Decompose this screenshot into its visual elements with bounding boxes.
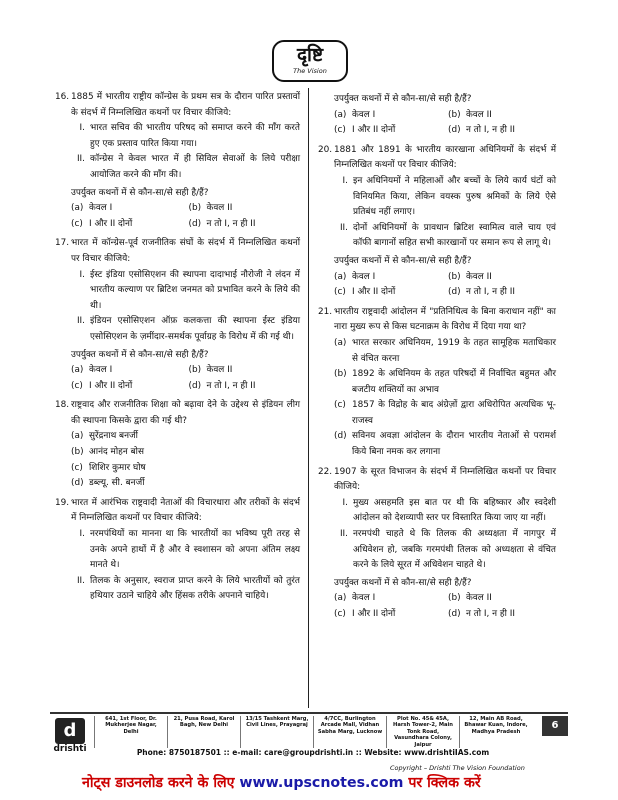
option-label: (d) (448, 287, 461, 298)
question-block (318, 465, 556, 623)
option-label: (d) (188, 380, 202, 391)
question-number: 16. (55, 92, 70, 102)
option-label: (b) (188, 203, 202, 214)
statement-number: II. (76, 154, 85, 165)
address-row (94, 716, 532, 748)
statement-text: इंडियन एसोसिएशन ऑफ़ कलकत्ता की स्थापना ईस्ट इंडिया एसोसिएशन के ज़मींदार-समर्थक पूर्वाग्रह के विरोध में की गई थी। (90, 316, 300, 342)
statement-text: कॉन्ग्रेस ने केवल भारत में ही सिविल सेवाओं के लिये परीक्षा आयोजित करने की माँग की। (90, 154, 300, 180)
question-prompt: उपर्युक्त कथनों में से कौन-सा/से सही है/हैं? (71, 349, 209, 360)
option-label: (b) (448, 593, 461, 604)
option-label: (d) (448, 609, 461, 619)
statement-number: II. (339, 529, 348, 540)
page-number: 6 (542, 716, 568, 736)
answer-option (448, 108, 556, 124)
question-text: 1907 के सूरत विभाजन के संदर्भ में निम्नलिखित कथनों पर विचार कीजिये: (334, 466, 556, 493)
option-text: 1892 के अधिनियम के तहत परिषदों में निर्वाचित बहुमत और बजटीय शक्तियों का अभाव (352, 369, 556, 395)
promo-text: नोट्स डाउनलोड करने के लिए (82, 775, 235, 791)
answer-option (189, 363, 301, 379)
statement-text: भारत सचिव की भारतीय परिषद को समाप्त करने की माँग करते हुए एक प्रस्ताव पारित किया गया। (90, 123, 300, 149)
statement (334, 174, 556, 221)
option-text: I और II दोनों (352, 125, 396, 136)
question-number: 20. (318, 144, 333, 155)
answer-option (334, 336, 556, 367)
address-jaipur: Plot No. 45& 45A, Harsh Tower-2, Main Tonk Road, Vasundhara Colony, Jaipur (386, 716, 459, 748)
option-text: केवल II (466, 593, 492, 604)
question-number: 19. (55, 497, 70, 508)
question-prompt: उपर्युक्त कथनों में से कौन-सा/से सही है/हैं? (71, 187, 209, 198)
answer-option (71, 217, 183, 233)
statement (71, 268, 300, 315)
answer-option (334, 285, 442, 301)
question-header (55, 398, 300, 429)
option-label: (c) (71, 380, 83, 391)
option-label: (b) (188, 365, 202, 376)
promo-link[interactable]: www.upscnotes.com (239, 775, 404, 791)
statement-number: I. (342, 497, 348, 508)
answer-option (334, 123, 442, 139)
question-number: 22. (318, 466, 333, 477)
question-number: 17. (55, 238, 70, 249)
option-text: I और II दोनों (352, 287, 396, 298)
address-indore: 12, Main AB Road, Bhawar Kuan, Indore, Madhya Pradesh (459, 716, 532, 748)
option-label: (b) (448, 109, 461, 120)
question-prompt: उपर्युक्त कथनों में से कौन-सा/से सही है/हैं? (334, 94, 472, 104)
option-label: (b) (448, 271, 461, 282)
question-prompt: उपर्युक्त कथनों में से कौन-सा/से सही है/हैं? (334, 255, 472, 266)
option-label: (a) (334, 271, 347, 282)
answer-options (71, 363, 300, 394)
statement (334, 221, 556, 252)
answer-option (448, 123, 556, 139)
statement (334, 527, 556, 574)
contact-line: Phone: 8750187501 :: e-mail: care@groupdrishti.in :: Website: www.drishtiIAS.com (136, 748, 490, 757)
answer-options (334, 591, 556, 622)
option-text: केवल II (206, 203, 233, 214)
question-text: भारत में कॉन्ग्रेस-पूर्व राजनीतिक संघों के संदर्भ में निम्नलिखित कथनों पर विचार कीजिये: (71, 238, 300, 264)
option-label: (c) (334, 125, 346, 136)
option-text: आनंद मोहन बोस (89, 447, 144, 458)
answer-option (71, 476, 300, 492)
statement-number: I. (79, 123, 85, 134)
option-label: (c) (334, 400, 346, 411)
option-text: केवल I (89, 203, 113, 214)
question-block (55, 496, 300, 605)
option-text: न तो I, न ही II (466, 125, 515, 136)
option-label: (c) (334, 287, 346, 298)
option-label: (a) (71, 431, 84, 442)
statement-number: I. (342, 175, 348, 186)
option-text: न तो I, न ही II (206, 380, 256, 391)
question-block (318, 143, 556, 301)
promo-suffix: पर क्लिक करें (408, 775, 481, 791)
question-header (318, 305, 556, 336)
answer-option (334, 591, 442, 607)
option-text: केवल II (466, 109, 492, 120)
statement (334, 496, 556, 527)
question-header (55, 236, 300, 267)
statement-text: ईस्ट इंडिया एसोसिएशन की स्थापना दादाभाई नौरोजी ने लंदन में भारतीय कल्याण पर ब्रिटिश जनमत को प्रभावित करने के लिये की थी। (90, 269, 300, 311)
option-text: केवल II (206, 365, 233, 376)
option-label: (b) (334, 369, 347, 380)
answer-option (71, 461, 300, 477)
option-text: I और II दोनों (89, 380, 133, 391)
page-footer (50, 712, 568, 766)
question-number: 21. (318, 306, 333, 317)
answer-option (334, 398, 556, 429)
answer-option (189, 379, 301, 395)
answer-options (334, 270, 556, 301)
address-prayagraj: 13/15 Tashkent Marg, Civil Lines, Prayagraj (240, 716, 313, 748)
answer-option (334, 429, 556, 460)
address-lucknow: 4/7CC, Burlington Arcade Mall, Vidhan Sabha Marg, Lucknow (313, 716, 386, 748)
option-label: (a) (334, 337, 347, 348)
question-block (55, 236, 300, 394)
answer-option (71, 445, 300, 461)
statement (71, 152, 300, 183)
option-text: केवल I (352, 271, 376, 282)
answer-option (334, 607, 442, 623)
column-divider (308, 88, 309, 708)
statement (71, 527, 300, 574)
question-block (55, 398, 300, 492)
right-column (318, 90, 556, 627)
question-header (55, 90, 300, 121)
option-label: (a) (71, 203, 84, 214)
answer-option (448, 285, 556, 301)
answer-option (71, 429, 300, 445)
answer-option (448, 607, 556, 623)
answer-options (334, 108, 556, 139)
statement (71, 574, 300, 605)
option-text: केवल I (352, 109, 376, 120)
answer-option (189, 201, 301, 217)
answer-option (71, 379, 183, 395)
answer-option (71, 201, 183, 217)
drishti-logo (272, 40, 348, 82)
statement-text: इन अधिनियमों ने महिलाओं और बच्चों के लिये कार्य घंटों को विनियमित किया, लेकिन वयस्क पुरुष श्रमिकों के लिये ऐसे प्रतिबंध नहीं लगाए। (353, 175, 556, 218)
option-label: (c) (71, 462, 83, 473)
question-text: 1881 और 1891 के भारतीय कारखाना अधिनियमों के संदर्भ में निम्नलिखित कथनों पर विचार कीजिये: (334, 144, 556, 171)
answer-option (448, 270, 556, 286)
address-delhi: 641, 1st Floor, Dr. Mukherjee Nagar, Delhi (94, 716, 167, 748)
option-text: न तो I, न ही II (206, 218, 256, 229)
question-number: 18. (55, 400, 70, 411)
answer-option (334, 270, 442, 286)
option-label: (d) (334, 431, 347, 442)
statement-text: नरमपंथी चाहते थे कि तिलक की अध्यक्षता में नागपुर में अधिवेशन हो, जबकि गरमपंथी तिलक को अध्यक्षता से वंचित करने के लिये सूरत में अधिवेशन चाहते थे। (353, 529, 556, 571)
footer-logo-mark: d (55, 718, 85, 744)
option-text: डब्ल्यू. सी. बनर्जी (89, 478, 145, 489)
option-text: केवल I (89, 365, 113, 376)
copyright-text: Copyright – Drishti The Vision Foundation (390, 764, 525, 772)
question-text: राष्ट्रवाद और राजनीतिक शिक्षा को बढ़ावा देने के उद्देश्य से इंडियन लीग की स्थापना किसके द्वारा की गई थी? (71, 400, 300, 426)
option-label: (d) (71, 478, 84, 489)
option-label: (a) (334, 593, 347, 604)
answer-option (448, 591, 556, 607)
option-label: (b) (71, 447, 84, 458)
option-text: सुरेंद्रनाथ बनर्जी (89, 431, 138, 442)
question-text: भारतीय राष्ट्रवादी आंदोलन में "प्रतिनिधित्व के बिना कराधान नहीं" का नारा मुख्य रूप से किस घटनाक्रम के विरोध में दिया गया था? (334, 306, 556, 333)
logo-tagline: The Vision (293, 67, 327, 75)
statement-number: II. (76, 316, 85, 327)
statement-number: II. (339, 222, 348, 233)
option-text: भारत सरकार अधिनियम, 1919 के तहत सामूहिक मताधिकार से वंचित करना (352, 337, 556, 364)
footer-logo (50, 718, 90, 755)
answer-option (334, 367, 556, 398)
answer-option (334, 108, 442, 124)
answer-options-list (334, 336, 556, 461)
question-text: भारत में आरंभिक राष्ट्रवादी नेताओं की विचारधारा और तरीकों के संदर्भ में निम्नलिखित कथनों पर विचार कीजिये: (71, 497, 300, 524)
left-column (55, 90, 300, 609)
question-header (318, 143, 556, 174)
question-text: 1885 में भारतीय राष्ट्रीय कॉन्ग्रेस के प्रथम सत्र के दौरान पारित प्रस्तावों के संदर्भ में निम्नलिखित कथनों पर विचार कीजिये: (71, 92, 300, 118)
statement-number: II. (76, 575, 85, 586)
logo-text: दृष्टि (296, 44, 324, 66)
answer-options-list (71, 429, 300, 491)
statement (71, 314, 300, 345)
answer-option (189, 217, 301, 233)
statement-text: दोनों अधिनियमों के प्रावधान ब्रिटिश स्वामित्व वाले चाय एवं कॉफी बागानों सहित सभी कारखानों पर समान रूप से लागू थे। (353, 222, 556, 249)
answer-options (71, 201, 300, 232)
question-header (55, 496, 300, 527)
answer-option (71, 363, 183, 379)
promo-banner[interactable] (82, 773, 481, 792)
option-label: (c) (334, 609, 346, 619)
option-text: न तो I, न ही II (466, 609, 515, 619)
question-block (55, 90, 300, 232)
statement-text: मुख्य असहमति इस बात पर थी कि बहिष्कार और स्वदेशी आंदोलन को देशव्यापी स्तर पर विस्तारित किया जाए या नहीं। (353, 497, 556, 524)
option-text: 1857 के विद्रोह के बाद अंग्रेज़ों द्वारा अधिरोपित अत्यधिक भू-राजस्व (352, 400, 556, 426)
statement-number: I. (79, 269, 85, 280)
footer-logo-name: drishti (53, 744, 87, 754)
option-text: न तो I, न ही II (466, 287, 515, 298)
option-label: (c) (71, 218, 83, 229)
address-karol-bagh: 21, Pusa Road, Karol Bagh, New Delhi (167, 716, 240, 748)
option-text: शिशिर कुमार घोष (89, 462, 146, 473)
option-text: I और II दोनों (352, 609, 396, 619)
question-block (318, 92, 556, 139)
option-label: (a) (334, 109, 347, 120)
option-label: (d) (448, 125, 461, 136)
option-label: (a) (71, 365, 84, 376)
statement-text: तिलक के अनुसार, स्वराज प्राप्त करने के लिये भारतीयों को तुरंत हथियार उठाने चाहिये और हिंसक तरीके अपनाने चाहिये। (90, 575, 300, 602)
option-text: केवल I (352, 593, 376, 604)
question-header (318, 465, 556, 496)
option-label: (d) (188, 218, 202, 229)
question-prompt: उपर्युक्त कथनों में से कौन-सा/से सही है/हैं? (334, 577, 472, 588)
question-block (318, 305, 556, 461)
statement-text: नरमपंथियों का मानना था कि भारतीयों का भविष्य पूरी तरह से उनके अपने हाथों में है और वे स्वशासन को अपना अंतिम लक्ष्य मानते थे। (90, 529, 300, 571)
option-text: I और II दोनों (89, 218, 133, 229)
statement (71, 121, 300, 152)
option-text: केवल II (466, 271, 492, 282)
option-text: सविनय अवज्ञा आंदोलन के दौरान भारतीय नेताओं से परामर्श किये बिना नमक कर लगाना (352, 431, 556, 458)
statement-number: I. (79, 529, 85, 540)
